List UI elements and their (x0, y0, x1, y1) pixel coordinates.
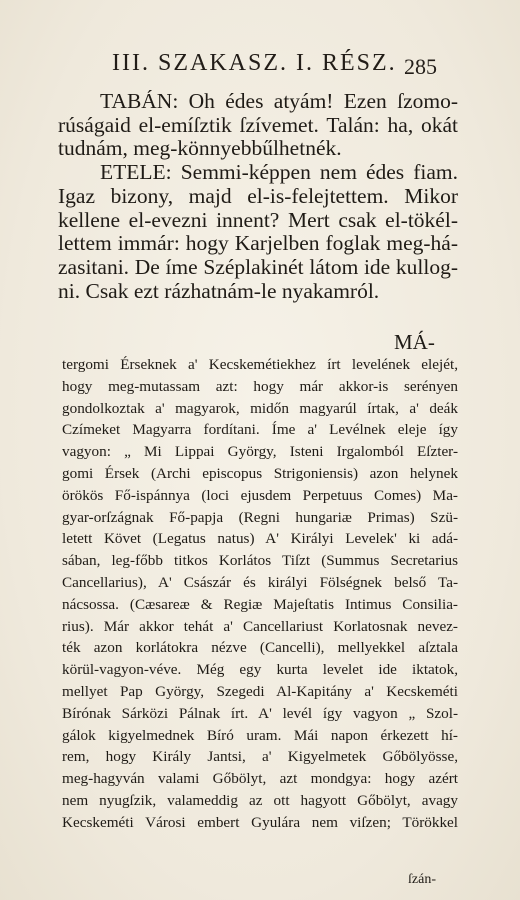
footnote-line: gomi Érsek (Archi episcopus Strigoniensis) azon helynek (62, 464, 458, 482)
footnote-line: gyar-orſzágnak Fő-papja (Regni hungariæ Primas) Szü- (62, 508, 458, 526)
text-line: Igaz bizony, majd el-is-felejtettem. Mikor (58, 184, 458, 208)
text-line: ni. Csak ezt rázhatnám-le nyakamról. (58, 279, 380, 303)
footnote-line: gondolkoztak a' magyarok, midőn magyarúl írtak, a' deák (62, 399, 458, 417)
footnote-line: ték azon korlátokra nézve (Cancelli), mellyekkel aſztala (62, 639, 458, 657)
running-title: III. SZAKASZ. I. RÉSZ. (112, 50, 397, 76)
text-line: TABÁN: Oh édes atyám! Ezen ſzomo- (100, 90, 458, 113)
text-line: ETELE: Semmi-képpen nem édes fiam. (100, 161, 458, 185)
footnote-line: gálok kigyelmednek Bíró uram. Mái napon érkezett hí- (62, 726, 458, 744)
footnote-line: körül-vagyon-véve. Még egy kurta levelet ide iktatok, (62, 661, 458, 679)
text-line: lettem immár: hogy Karjelben foglak meg-há- (58, 232, 458, 256)
footnote-line: vagyon: „ Mi Lippai György, Isteni Irgalomból Eſzter- (62, 443, 458, 461)
footnote-catchword: ſzán- (408, 872, 436, 887)
main-text (58, 90, 458, 303)
text-line: kellene el-evezni innent? Mert csak el-tökél- (58, 208, 458, 232)
footnote-line: Czímeket Magyarra fordítani. Íme a' Levélnek eleje így (62, 421, 458, 439)
footnote-text (62, 354, 458, 834)
footnote-line: tergomi Érseknek a' Kecskemétiekhez írt levelének elejét, (62, 356, 458, 373)
footnote-line: nem nyugſzik, valameddig az ott hagyott Gőbölyt, avagy (62, 791, 458, 809)
text-line: rúságaid el-emíſztik ſzívemet. Talán: ha, okát (58, 113, 458, 137)
text-line: zasitani. De íme Széplakinét látom ide kullog- (58, 255, 458, 279)
footnote-line: örökös Fő-ispánnya (loci ejusdem Perpetuus Comes) Ma- (62, 486, 458, 504)
footnote-line: mellyet Pap György, Szegedi Al-Kapitány a' Kecskeméti (62, 682, 458, 700)
footnote-line: letett Követ (Legatus natus) A' Királyi Levelek' ki adá- (62, 530, 458, 548)
footnote-line: rius). Már akkor tehát a' Cancellariust Korlatosnak nevez- (62, 617, 458, 635)
footnote-line: nácsossa. (Cæsareæ & Regiæ Majeſtatis Intimus Consilia- (62, 595, 458, 613)
page-number: 285 (404, 54, 437, 79)
footnote-line: meg-hagyván valami Gőbölyt, azt mondgya: hogy azért (62, 770, 458, 788)
footnote-line: rem, hogy Király Jantsi, a' Kigyelmetek Gőbölyösse, (62, 748, 458, 766)
footnote-line: Bírónak Sárközi Pálnak írt. A' levél így vagyon „ Szol- (62, 704, 458, 722)
running-head (0, 44, 520, 84)
footnote-line: Cancellarius), A' Császár és királyi Fölségnek belső Ta- (62, 573, 458, 591)
footnote-line: Kecskeméti Városi embert Gyulára nem viſzen; Törökkel (62, 813, 458, 831)
footnote-line: hogy meg-mutassam azt: hogy már akkor-is serényen (62, 377, 458, 395)
text-line: tudnám, meg-könnyebbűlhetnék. (58, 137, 342, 161)
catchword: MÁ- (394, 330, 435, 354)
footnote-line: sában, leg-főbb titkos Korlátos Tiſzt (Summus Secretarius (62, 552, 458, 570)
